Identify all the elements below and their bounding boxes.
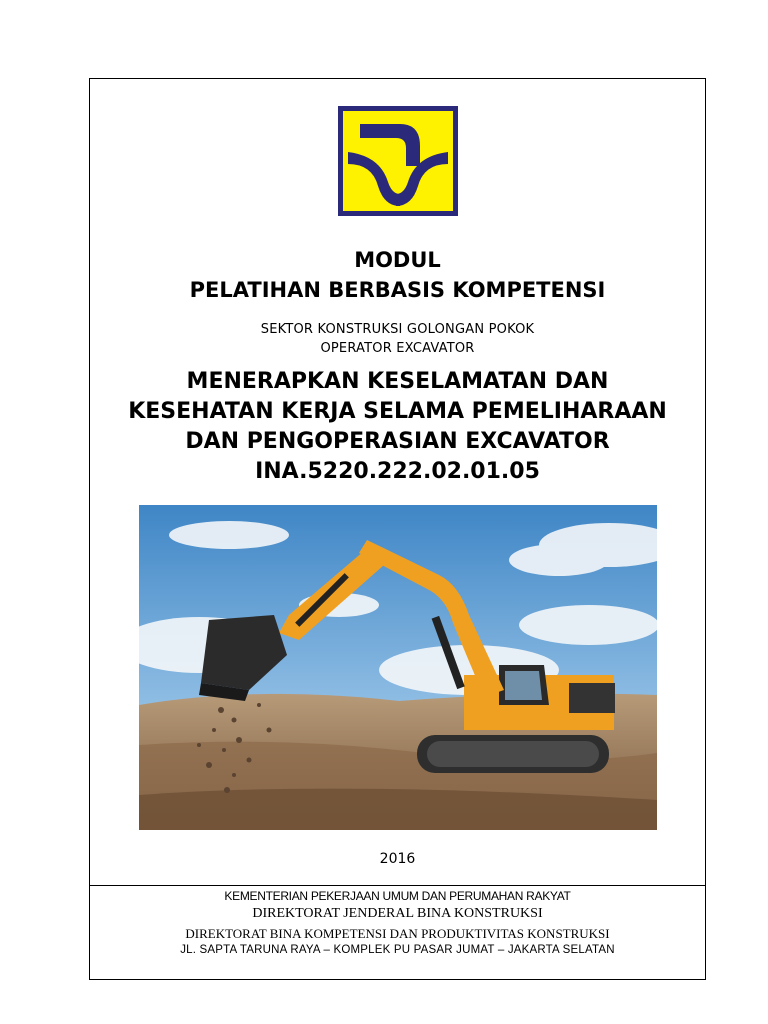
unit-code: INA.5220.222.02.01.05 [255, 459, 540, 484]
unit-title-line3: DAN PENGOPERASIAN EXCAVATOR [185, 429, 610, 454]
excavator-photo [139, 505, 657, 830]
unit-title-line2: KESEHATAN KERJA SELAMA PEMELIHARAAN [128, 399, 667, 424]
unit-title-line1: MENERAPKAN KESELAMATAN DAN [186, 369, 609, 394]
footer-divider [89, 885, 706, 886]
occupation-line: OPERATOR EXCAVATOR [320, 341, 475, 356]
directorate-general: DIREKTORAT JENDERAL BINA KONSTRUKSI [252, 906, 543, 921]
title-program: PELATIHAN BERBASIS KOMPETENSI [189, 278, 606, 302]
pu-ministry-logo-icon [338, 106, 458, 216]
address: JL. SAPTA TARUNA RAYA – KOMPLEK PU PASAR JUMAT – JAKARTA SELATAN [180, 944, 615, 956]
publication-year: 2016 [379, 851, 416, 867]
directorate-name: DIREKTORAT BINA KOMPETENSI DAN PRODUKTIVITAS KONSTRUKSI [185, 926, 610, 941]
title-modul: MODUL [354, 248, 441, 272]
ministry-name: KEMENTERIAN PEKERJAAN UMUM DAN PERUMAHAN RAKYAT [224, 889, 571, 903]
sector-line: SEKTOR KONSTRUKSI GOLONGAN POKOK [260, 322, 535, 337]
